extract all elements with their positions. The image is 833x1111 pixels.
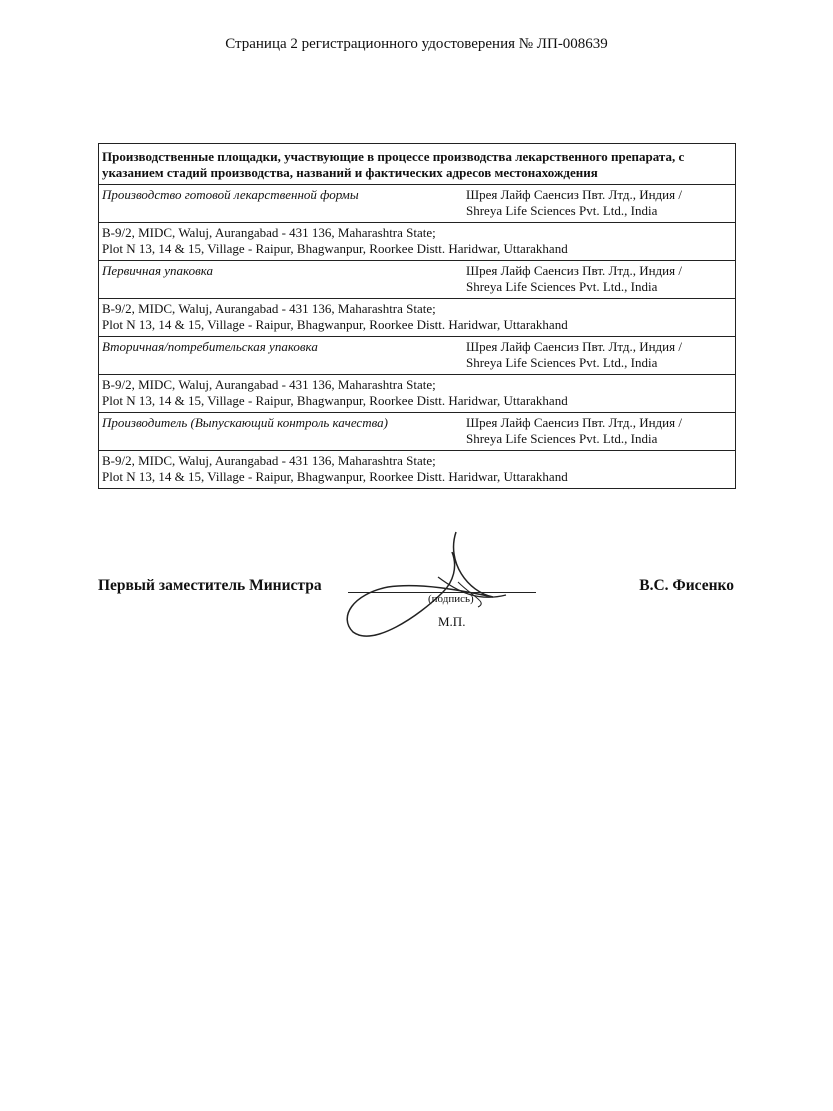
table-row: [99, 299, 736, 337]
company-name-ru: Шрея Лайф Саенсиз Пвт. Лтд., Индия /: [466, 263, 682, 278]
company-name-ru: Шрея Лайф Саенсиз Пвт. Лтд., Индия /: [466, 415, 682, 430]
company-name-en: Shreya Life Sciences Pvt. Ltd., India: [466, 355, 658, 370]
signature-block: [98, 570, 736, 710]
table-row: [99, 413, 736, 451]
company-cell: [460, 185, 736, 223]
stage-label: Производство готовой лекарственной формы: [99, 185, 461, 223]
table-row: [99, 451, 736, 489]
address-cell: [99, 223, 736, 261]
table-row: [99, 223, 736, 261]
production-sites-table: [98, 143, 736, 489]
address-line: Plot N 13, 14 & 15, Village - Raipur, Bhagwanpur, Roorkee Distt. Haridwar, Uttarakhand: [102, 241, 568, 256]
company-name-ru: Шрея Лайф Саенсиз Пвт. Лтд., Индия /: [466, 339, 682, 354]
address-line: B-9/2, MIDC, Waluj, Aurangabad - 431 136, Maharashtra State;: [102, 225, 436, 240]
address-line: B-9/2, MIDC, Waluj, Aurangabad - 431 136, Maharashtra State;: [102, 377, 436, 392]
company-name-en: Shreya Life Sciences Pvt. Ltd., India: [466, 279, 658, 294]
company-name-en: Shreya Life Sciences Pvt. Ltd., India: [466, 203, 658, 218]
address-line: B-9/2, MIDC, Waluj, Aurangabad - 431 136, Maharashtra State;: [102, 453, 436, 468]
signatory-name: В.С. Фисенко: [639, 577, 734, 594]
address-cell: [99, 299, 736, 337]
table-heading: Производственные площадки, участвующие в процессе производства лекарственного препарата, с указанием стадий производства, названий и фактических адресов местонахождения: [102, 149, 685, 180]
signatory-title: Первый заместитель Министра: [98, 577, 322, 594]
company-cell: [460, 413, 736, 451]
address-cell: [99, 451, 736, 489]
table-row: [99, 337, 736, 375]
seal-label: М.П.: [438, 614, 466, 629]
company-cell: [460, 261, 736, 299]
company-name-en: Shreya Life Sciences Pvt. Ltd., India: [466, 431, 658, 446]
company-name-ru: Шрея Лайф Саенсиз Пвт. Лтд., Индия /: [466, 187, 682, 202]
stage-label: Производитель (Выпускающий контроль качества): [99, 413, 461, 451]
stage-label: Вторичная/потребительская упаковка: [99, 337, 461, 375]
table-row: [99, 261, 736, 299]
address-line: B-9/2, MIDC, Waluj, Aurangabad - 431 136, Maharashtra State;: [102, 301, 436, 316]
stage-label: Первичная упаковка: [99, 261, 461, 299]
company-cell: [460, 337, 736, 375]
page-header: Страница 2 регистрационного удостоверения № ЛП-008639: [225, 36, 608, 52]
address-line: Plot N 13, 14 & 15, Village - Raipur, Bhagwanpur, Roorkee Distt. Haridwar, Uttarakhand: [102, 393, 568, 408]
signature-caption: (подпись): [428, 593, 474, 605]
address-line: Plot N 13, 14 & 15, Village - Raipur, Bhagwanpur, Roorkee Distt. Haridwar, Uttarakhand: [102, 317, 568, 332]
address-line: Plot N 13, 14 & 15, Village - Raipur, Bhagwanpur, Roorkee Distt. Haridwar, Uttarakhand: [102, 469, 568, 484]
table-row: [99, 375, 736, 413]
table-row: [99, 185, 736, 223]
address-cell: [99, 375, 736, 413]
